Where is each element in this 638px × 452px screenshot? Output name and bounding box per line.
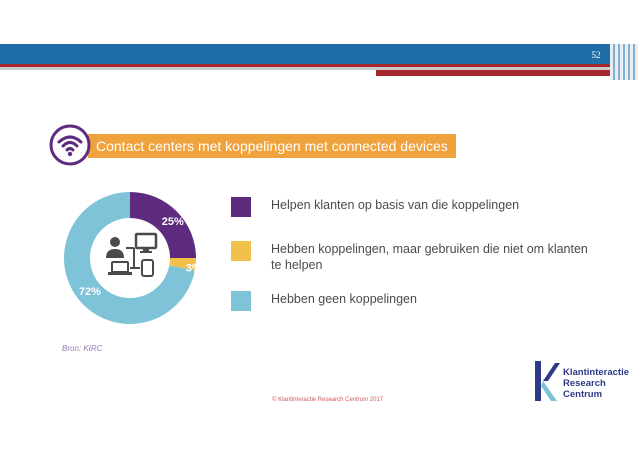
page-number: 52 [591,50,601,60]
donut-chart [60,188,200,328]
legend-swatch [231,197,251,217]
legend-swatch [231,241,251,261]
legend-item-geen [231,291,591,311]
pie-value-label-1: 25% [161,216,184,229]
legend-swatch [231,291,251,311]
brand-logo [533,357,629,407]
header-red-accent [376,70,638,76]
legend-label: Hebben geen koppelingen [271,292,417,306]
legend-item-niet-helpen [231,241,591,273]
donut-hole [90,218,170,298]
wifi-icon [49,124,91,166]
legend-item-helpen [231,197,591,217]
header-grey-line [0,67,638,70]
logo-line-2: Research [563,378,606,389]
copyright-text: © Klantinteractie Research Centrum 2017 [272,397,384,403]
source-note: Bron: KIRC [62,344,103,353]
pie-value-label-2: 3% [185,262,202,275]
logo-line-1: Klantinteractie [563,367,629,378]
legend-label: Hebben koppelingen, maar gebruiken die niet om klanten te helpen [271,242,588,272]
logo-k-mark [533,359,561,405]
legend-label: Helpen klanten op basis van die koppelingen [271,198,520,212]
header-blue-bar [0,44,638,64]
pie-value-label-3: 72% [78,286,101,299]
header-red-line [0,64,638,67]
slide-header [0,0,638,80]
chart-title: Contact centers met koppelingen met connected devices [88,134,456,158]
logo-line-3: Centrum [563,389,603,400]
